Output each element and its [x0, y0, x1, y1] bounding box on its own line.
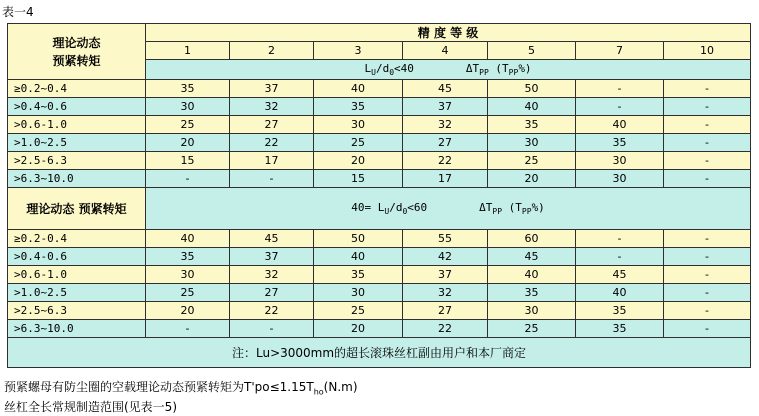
section2-cell: 42	[403, 248, 488, 266]
section2-cell: 50	[314, 230, 403, 248]
footnote-length-range: 丝杠全长常规制造范围(见表一5)	[4, 400, 177, 414]
grade-title: 精 度 等 级	[146, 24, 751, 42]
section1-cell: 30	[576, 170, 664, 188]
section2-cell: -	[664, 320, 751, 338]
section1-cell: -	[230, 170, 314, 188]
section2-cell: 45	[488, 248, 576, 266]
section1-cell: 40	[488, 98, 576, 116]
section2-row-label: >1.0~2.5	[8, 284, 146, 302]
section2-cell: 27	[230, 284, 314, 302]
section1-cell: 32	[230, 98, 314, 116]
section1-row-label: ≥0.2~0.4	[8, 80, 146, 98]
section2-cell: 40	[146, 230, 230, 248]
section1-cell: 27	[403, 134, 488, 152]
section2-row-label: >2.5~6.3	[8, 302, 146, 320]
section1-cell: 20	[314, 152, 403, 170]
section2-cell: 32	[230, 266, 314, 284]
section2-cell: 30	[146, 266, 230, 284]
section2-row-label: >0.4-0.6	[8, 248, 146, 266]
grade-header-2: 2	[230, 42, 314, 60]
section1-cell: 50	[488, 80, 576, 98]
section1-cell: 35	[488, 116, 576, 134]
section1-cell: 25	[314, 134, 403, 152]
section1-cell: 40	[314, 80, 403, 98]
section2-cell: 40	[576, 284, 664, 302]
section1-cell: 22	[230, 134, 314, 152]
grade-header-4: 4	[403, 42, 488, 60]
section2-cell: 22	[230, 302, 314, 320]
section2-cell: 37	[230, 248, 314, 266]
section2-cell: -	[146, 320, 230, 338]
section2-cell: 40	[488, 266, 576, 284]
section2-cell: 35	[488, 284, 576, 302]
section1-cell: 20	[146, 134, 230, 152]
section1-cell: 40	[576, 116, 664, 134]
section2-cell: 45	[576, 266, 664, 284]
section1-cell: 22	[403, 152, 488, 170]
preload-torque-table	[7, 23, 751, 368]
section2-row-label: ≥0.2-0.4	[8, 230, 146, 248]
section1-cell: 35	[146, 80, 230, 98]
section2-cell: 25	[146, 284, 230, 302]
section1-cell: 37	[403, 98, 488, 116]
section2-cell: -	[576, 248, 664, 266]
section1-cell: 30	[488, 134, 576, 152]
section2-cell: 20	[146, 302, 230, 320]
section1-cell: -	[664, 80, 751, 98]
grade-header-7: 7	[576, 42, 664, 60]
section2-cell: 60	[488, 230, 576, 248]
section2-cell: 25	[314, 302, 403, 320]
section1-cell: 30	[576, 152, 664, 170]
section1-cell: -	[576, 80, 664, 98]
section2-cell: 25	[488, 320, 576, 338]
section1-cell: 35	[314, 98, 403, 116]
section2-cell: -	[664, 230, 751, 248]
grade-header-5: 5	[488, 42, 576, 60]
section2-header: 理论动态 预紧转矩	[8, 188, 146, 230]
section2-cell: 37	[403, 266, 488, 284]
section1-cell: 15	[146, 152, 230, 170]
section1-cell: -	[576, 98, 664, 116]
section1-cell: -	[664, 116, 751, 134]
footnote-dust-seal	[4, 378, 358, 396]
section1-cell: 37	[230, 80, 314, 98]
section1-cell: 15	[314, 170, 403, 188]
section2-cell: -	[664, 302, 751, 320]
section1-cell: -	[664, 152, 751, 170]
section1-row-label: >6.3~10.0	[8, 170, 146, 188]
section2-cell: 30	[314, 284, 403, 302]
section1-formula: $L_U/d_0<40$ $\Delta T_{PP}$ $(T_{PP}\%)$	[146, 60, 751, 80]
footnote-dust-seal-text: 预紧螺母有防尘圈的空载理论动态预紧转矩为$T'po\le 1.15T_{ho}(N.m)$	[4, 380, 358, 397]
section1-cell: 27	[230, 116, 314, 134]
section2-cell: -	[664, 284, 751, 302]
section2-cell: -	[664, 266, 751, 284]
section1-row-label: >0.6-1.0	[8, 116, 146, 134]
section1-cell: 30	[314, 116, 403, 134]
grade-header-10: 10	[664, 42, 751, 60]
section1-cell: -	[664, 134, 751, 152]
section2-cell: 40	[314, 248, 403, 266]
table-note: 注：Lu>3000mm的超长滚珠丝杠副由用户和本厂商定	[8, 338, 751, 368]
section2-cell: 35	[146, 248, 230, 266]
section1-cell: 17	[403, 170, 488, 188]
section2-cell: 35	[314, 266, 403, 284]
section2-cell: 35	[576, 320, 664, 338]
section1-cell: 30	[146, 98, 230, 116]
section1-cell: 25	[146, 116, 230, 134]
section2-cell: 20	[314, 320, 403, 338]
section2-row-label: >6.3~10.0	[8, 320, 146, 338]
table-caption: 表一4	[2, 5, 34, 19]
section2-cell: 22	[403, 320, 488, 338]
section2-cell: -	[576, 230, 664, 248]
section1-cell: -	[664, 170, 751, 188]
grade-header-3: 3	[314, 42, 403, 60]
row-header-line2: 预紧转矩	[52, 53, 101, 68]
section1-cell: 17	[230, 152, 314, 170]
section2-row-label: >0.6-1.0	[8, 266, 146, 284]
section1-row-label: >1.0~2.5	[8, 134, 146, 152]
grade-header-1: 1	[146, 42, 230, 60]
section2-formula: $40= L_U/d_0<60$ $\Delta T_{PP}$ $(T_{PP}\%)$	[146, 188, 751, 230]
section1-cell: 20	[488, 170, 576, 188]
section2-cell: 27	[403, 302, 488, 320]
section1-cell: 25	[488, 152, 576, 170]
section1-row-label: >0.4~0.6	[8, 98, 146, 116]
section2-cell: 30	[488, 302, 576, 320]
row-header-line1: 理论动态	[52, 35, 101, 50]
row-header-cell	[8, 24, 146, 80]
section2-cell: 32	[403, 284, 488, 302]
section1-cell: 32	[403, 116, 488, 134]
section2-cell: 45	[230, 230, 314, 248]
section2-cell: -	[664, 248, 751, 266]
section2-cell: 55	[403, 230, 488, 248]
section2-cell: -	[230, 320, 314, 338]
section2-cell: 35	[576, 302, 664, 320]
section1-cell: -	[664, 98, 751, 116]
section1-cell: 45	[403, 80, 488, 98]
section1-cell: -	[146, 170, 230, 188]
section1-cell: 35	[576, 134, 664, 152]
section1-row-label: >2.5-6.3	[8, 152, 146, 170]
